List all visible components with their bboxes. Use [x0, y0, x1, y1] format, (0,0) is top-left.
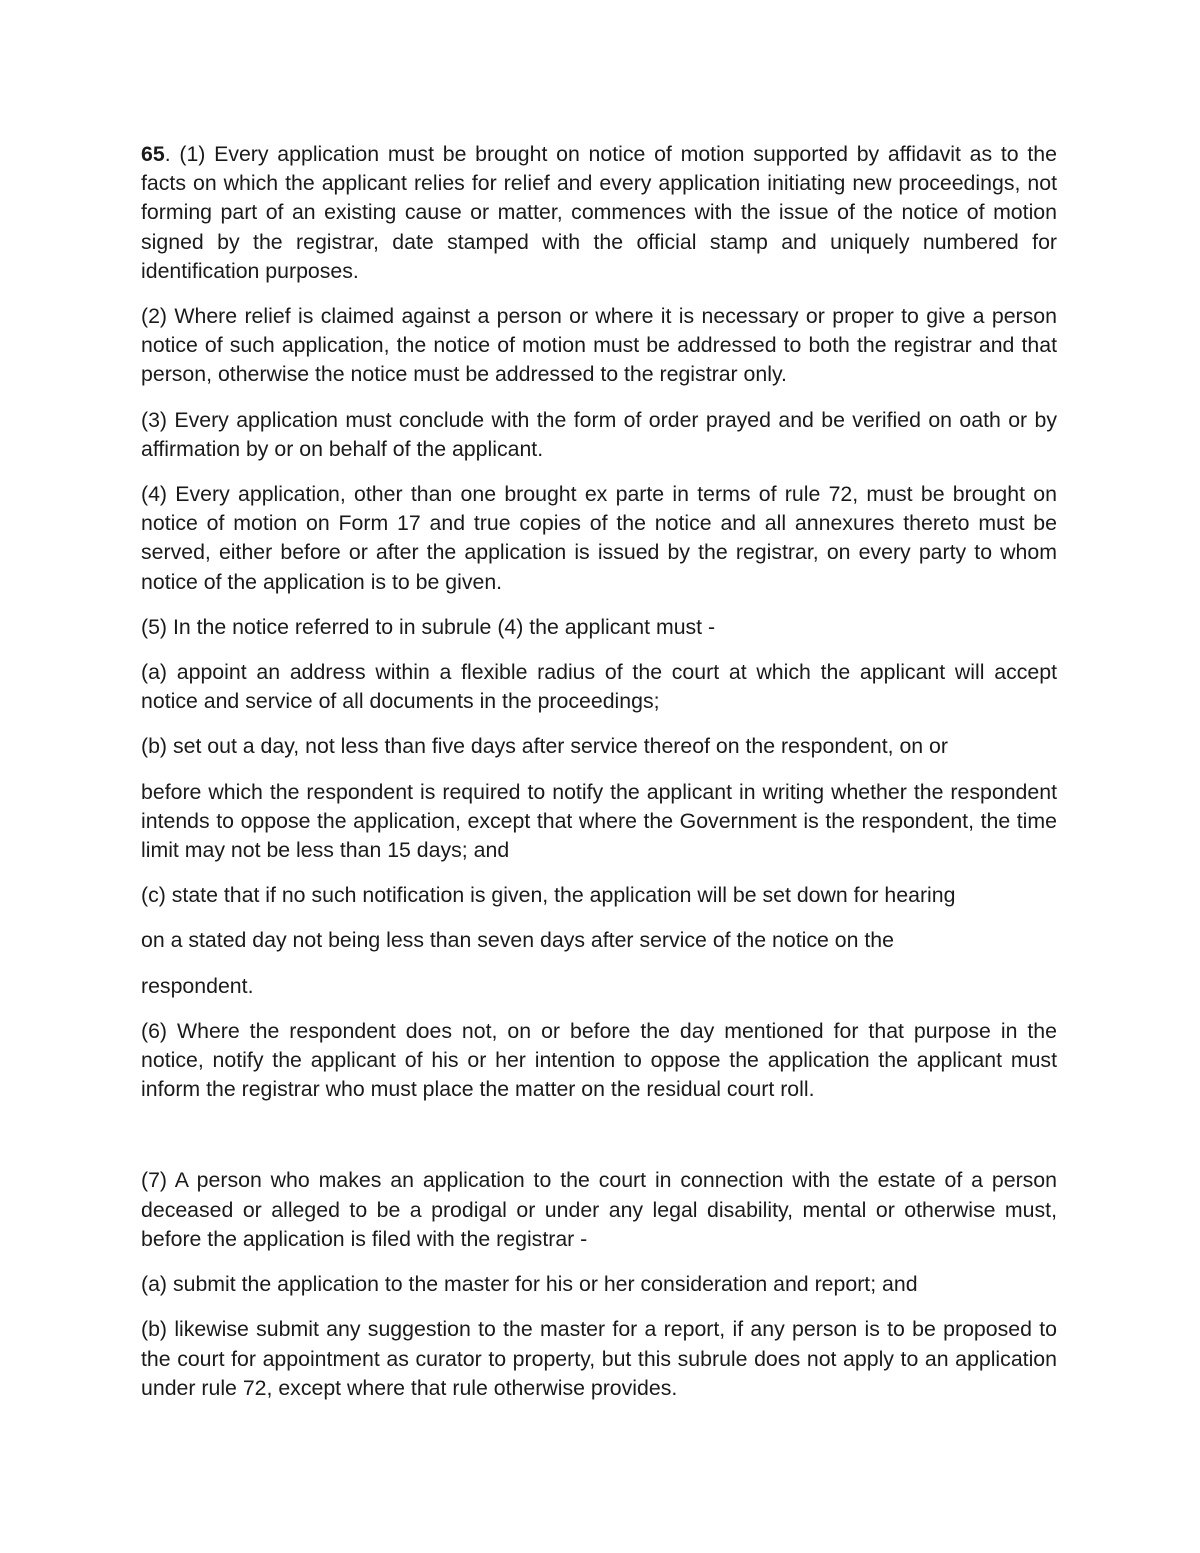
paragraph-subrule-2: (2) Where relief is claimed against a person or where it is necessary or proper to give a person notice of such application, the notice of motion must be addressed to both the registrar and that person, otherwise the notice must be addressed to the registrar only.	[141, 304, 1057, 387]
rule-number: 65	[141, 142, 165, 166]
document-body	[141, 140, 1057, 1419]
rule-intro-text: . (1) Every application must be brought on notice of motion supported by affidavit as to the facts on which the applicant relies for relief and every application initiating new proceedings, not forming part of an existing cause or matter, commences with the issue of the notice of motion signed by the registrar, date stamped with the official stamp and uniquely numbered for identification purposes.	[141, 142, 1057, 283]
paragraph-subrule-7b: (b) likewise submit any suggestion to the master for a report, if any person is to be proposed to the court for appointment as curator to property, but this subrule does not apply to an application under rule 72, except where that rule otherwise provides.	[141, 1317, 1057, 1400]
paragraph-subrule-6: (6) Where the respondent does not, on or before the day mentioned for that purpose in the notice, notify the applicant of his or her intention to oppose the application the applicant must inform the registrar who must place the matter on the residual court roll.	[141, 1018, 1057, 1102]
paragraph-subrule-5c: (c) state that if no such notification is given, the application will be set down for hearing	[141, 883, 956, 908]
paragraph-subrule-5a: (a) appoint an address within a flexible radius of the court at which the applicant will accept notice and service of all documents in the proceedings;	[141, 660, 1057, 714]
paragraph-subrule-5b-continued: before which the respondent is required to notify the applicant in writing whether the respondent intends to oppose the application, except that where the Government is the respondent, the time limit may not be less than 15 days; and	[141, 779, 1057, 863]
paragraph-subrule-5c-end: respondent.	[141, 973, 254, 998]
paragraph-rule-65-1	[141, 140, 1057, 286]
paragraph-subrule-5: (5) In the notice referred to in subrule (4) the applicant must -	[141, 614, 716, 639]
paragraph-subrule-4: (4) Every application, other than one brought ex parte in terms of rule 72, must be brought on notice of motion on Form 17 and true copies of the notice and all annexures thereto must be served, either before or after the application is issued by the registrar, on every party to whom notice of the application is to be given.	[141, 482, 1057, 594]
paragraph-subrule-7: (7) A person who makes an application to the court in connection with the estate of a person deceased or alleged to be a prodigal or under any legal disability, mental or otherwise must, before the application is filed with the registrar -	[141, 1168, 1057, 1251]
paragraph-subrule-5c-continued: on a stated day not being less than seven days after service of the notice on the	[141, 928, 894, 953]
paragraph-subrule-3: (3) Every application must conclude with the form of order prayed and be verified on oath or by affirmation by or on behalf of the applicant.	[141, 407, 1057, 461]
paragraph-subrule-7a: (a) submit the application to the master for his or her consideration and report; and	[141, 1272, 918, 1297]
paragraph-subrule-5b: (b) set out a day, not less than five days after service thereof on the respondent, on or	[141, 734, 948, 759]
